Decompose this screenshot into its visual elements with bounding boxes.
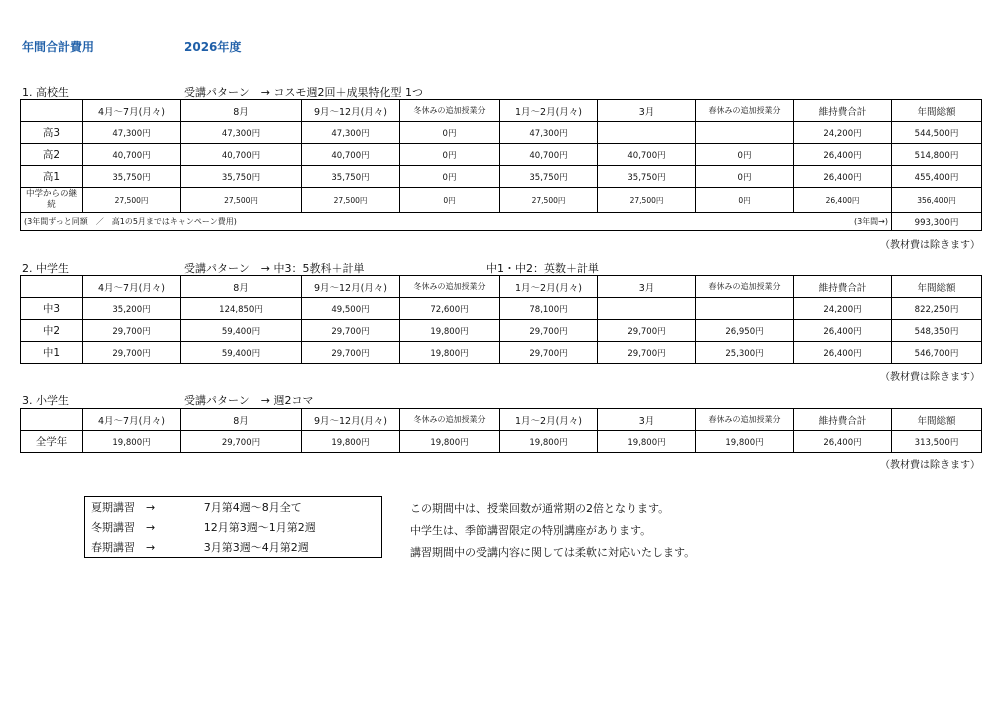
fee-cell: 35,200円 (83, 298, 181, 320)
corner-cell (21, 409, 83, 431)
fee-cell: 0円 (400, 166, 500, 188)
column-header: 9月～12月(月々) (302, 100, 400, 122)
fee-cell (696, 298, 794, 320)
fee-cell: 0円 (696, 144, 794, 166)
column-header: 年間総額 (892, 276, 982, 298)
column-header: 維持費合計 (794, 100, 892, 122)
fee-cell: 40,700円 (83, 144, 181, 166)
fee-cell: 59,400円 (181, 320, 302, 342)
middle-school-pattern-2: 中1・中2：英数＋計単 (486, 262, 599, 275)
column-header: 8月 (181, 276, 302, 298)
seasonal-course-box (84, 496, 382, 558)
row-label: 高3 (21, 122, 83, 144)
fee-cell: 59,400円 (181, 342, 302, 364)
column-header: 1月～2月(月々) (500, 276, 598, 298)
fee-cell: 27,500円 (181, 188, 302, 213)
fee-cell: 26,400円 (794, 166, 892, 188)
row-label: 全学年 (21, 431, 83, 453)
fee-cell: 72,600円 (400, 298, 500, 320)
column-header: 年間総額 (892, 409, 982, 431)
fee-cell: 0円 (696, 188, 794, 213)
materials-excluded-note: （教材費は除きます） (880, 460, 980, 471)
column-header: 冬休みの追加授業分 (400, 100, 500, 122)
fee-cell: 78,100円 (500, 298, 598, 320)
fee-cell: 546,700円 (892, 342, 982, 364)
fee-cell: 26,400円 (794, 144, 892, 166)
table-row (21, 342, 982, 364)
season-period: 12月第3週～1月第2週 (203, 521, 316, 534)
fee-cell: 35,750円 (83, 166, 181, 188)
fiscal-year: 2026年度 (184, 40, 242, 54)
header-row (21, 409, 982, 431)
middle-school-fee-table (20, 275, 982, 364)
elementary-pattern: 受講パターン → 週2コマ (184, 394, 314, 407)
table-row (21, 144, 982, 166)
table-row (21, 431, 982, 453)
fee-cell: 19,800円 (598, 431, 696, 453)
fee-cell: 27,500円 (598, 188, 696, 213)
column-header: 4月～7月(月々) (83, 276, 181, 298)
middle-school-pattern: 受講パターン → 中3：5教科＋計単 (184, 262, 365, 275)
fee-cell: 27,500円 (83, 188, 181, 213)
materials-excluded-note: （教材費は除きます） (880, 240, 980, 251)
table-row (21, 166, 982, 188)
fee-cell: 0円 (400, 122, 500, 144)
season-row (85, 497, 382, 518)
elementary-heading: 3. 小学生 (22, 394, 69, 407)
fee-cell: 544,500円 (892, 122, 982, 144)
table-row (21, 320, 982, 342)
fee-cell: 29,700円 (500, 320, 598, 342)
fee-cell: 29,700円 (302, 320, 400, 342)
fee-cell: 24,200円 (794, 122, 892, 144)
fee-cell: 47,300円 (83, 122, 181, 144)
fee-cell: 24,200円 (794, 298, 892, 320)
fee-cell: 29,700円 (500, 342, 598, 364)
fee-cell: 47,300円 (500, 122, 598, 144)
column-header: 年間総額 (892, 100, 982, 122)
fee-cell: 19,800円 (400, 342, 500, 364)
fee-cell: 35,750円 (302, 166, 400, 188)
fee-cell: 40,700円 (181, 144, 302, 166)
season-period: 3月第3週～4月第2週 (203, 541, 309, 554)
info-line: 中学生は、季節講習限定の特別講座があります。 (410, 524, 652, 537)
column-header: 冬休みの追加授業分 (400, 409, 500, 431)
column-header: 3月 (598, 100, 696, 122)
fee-cell: 29,700円 (83, 342, 181, 364)
fee-cell: 455,400円 (892, 166, 982, 188)
fee-cell: 19,800円 (400, 431, 500, 453)
fee-cell: 47,300円 (302, 122, 400, 144)
fee-cell: 19,800円 (83, 431, 181, 453)
high-school-heading: 1. 高校生 (22, 86, 69, 99)
fee-cell: 822,250円 (892, 298, 982, 320)
fee-cell: 356,400円 (892, 188, 982, 213)
corner-cell (21, 276, 83, 298)
three-year-label: (3年間→) (794, 213, 892, 231)
fee-cell: 19,800円 (500, 431, 598, 453)
fee-cell: 29,700円 (83, 320, 181, 342)
column-header: 8月 (181, 409, 302, 431)
fee-cell: 0円 (400, 188, 500, 213)
info-line: 講習期間中の受講内容に関しては柔軟に対応いたします。 (410, 546, 696, 559)
high-school-fee-table (20, 99, 982, 231)
table-row (21, 188, 982, 213)
row-label: 中3 (21, 298, 83, 320)
fee-cell (696, 122, 794, 144)
column-header: 春休みの追加授業分 (696, 409, 794, 431)
fee-cell: 26,400円 (794, 431, 892, 453)
season-row (85, 537, 382, 558)
column-header: 1月～2月(月々) (500, 100, 598, 122)
info-line: この期間中は、授業回数が通常期の2倍となります。 (410, 502, 670, 515)
fee-cell: 29,700円 (181, 431, 302, 453)
column-header: 3月 (598, 409, 696, 431)
column-header: 1月～2月(月々) (500, 409, 598, 431)
row-label: 中学からの継続 (21, 188, 83, 213)
fee-cell: 25,300円 (696, 342, 794, 364)
column-header: 冬休みの追加授業分 (400, 276, 500, 298)
season-row (85, 517, 382, 537)
fee-cell: 35,750円 (500, 166, 598, 188)
fee-cell: 0円 (400, 144, 500, 166)
column-header: 9月～12月(月々) (302, 276, 400, 298)
fee-cell: 19,800円 (696, 431, 794, 453)
page-title: 年間合計費用 (22, 40, 95, 54)
fee-cell: 0円 (696, 166, 794, 188)
column-header: 4月～7月(月々) (83, 100, 181, 122)
note-row (21, 213, 982, 231)
corner-cell (21, 100, 83, 122)
fee-cell: 40,700円 (302, 144, 400, 166)
elementary-fee-table (20, 408, 982, 453)
table-row (21, 298, 982, 320)
fee-cell: 26,400円 (794, 188, 892, 213)
fee-cell: 49,500円 (302, 298, 400, 320)
season-name: 夏期講習 → (91, 501, 156, 514)
table-row (21, 122, 982, 144)
fee-cell: 514,800円 (892, 144, 982, 166)
fee-cell: 27,500円 (500, 188, 598, 213)
middle-school-heading: 2. 中学生 (22, 262, 69, 275)
fee-cell: 124,850円 (181, 298, 302, 320)
fee-cell: 29,700円 (598, 320, 696, 342)
materials-excluded-note: （教材費は除きます） (880, 372, 980, 383)
column-header: 春休みの追加授業分 (696, 276, 794, 298)
fee-cell: 26,400円 (794, 320, 892, 342)
season-period: 7月第4週～8月全て (203, 501, 302, 514)
cost-note: (3年間ずっと同額 ／ 高1の5月まではキャンペーン費用) (21, 213, 794, 231)
column-header: 維持費合計 (794, 276, 892, 298)
season-name: 冬期講習 → (91, 521, 156, 534)
fee-cell (598, 122, 696, 144)
fee-cell: 35,750円 (181, 166, 302, 188)
header-row (21, 100, 982, 122)
three-year-total: 993,300円 (892, 213, 982, 231)
fee-cell: 19,800円 (400, 320, 500, 342)
fee-cell: 26,400円 (794, 342, 892, 364)
fee-cell: 47,300円 (181, 122, 302, 144)
row-label: 高2 (21, 144, 83, 166)
fee-cell: 313,500円 (892, 431, 982, 453)
fee-cell: 548,350円 (892, 320, 982, 342)
fee-cell: 26,950円 (696, 320, 794, 342)
fee-cell: 29,700円 (302, 342, 400, 364)
row-label: 中2 (21, 320, 83, 342)
column-header: 3月 (598, 276, 696, 298)
fee-cell: 19,800円 (302, 431, 400, 453)
fee-cell: 27,500円 (302, 188, 400, 213)
season-name: 春期講習 → (91, 541, 156, 554)
column-header: 維持費合計 (794, 409, 892, 431)
row-label: 高1 (21, 166, 83, 188)
row-label: 中1 (21, 342, 83, 364)
fee-cell: 35,750円 (598, 166, 696, 188)
high-school-pattern: 受講パターン → コスモ週2回＋成果特化型 1つ (184, 86, 423, 99)
fee-cell (598, 298, 696, 320)
column-header: 9月～12月(月々) (302, 409, 400, 431)
fee-cell: 29,700円 (598, 342, 696, 364)
column-header: 8月 (181, 100, 302, 122)
column-header: 春休みの追加授業分 (696, 100, 794, 122)
header-row (21, 276, 982, 298)
fee-cell: 40,700円 (598, 144, 696, 166)
fee-cell: 40,700円 (500, 144, 598, 166)
column-header: 4月～7月(月々) (83, 409, 181, 431)
